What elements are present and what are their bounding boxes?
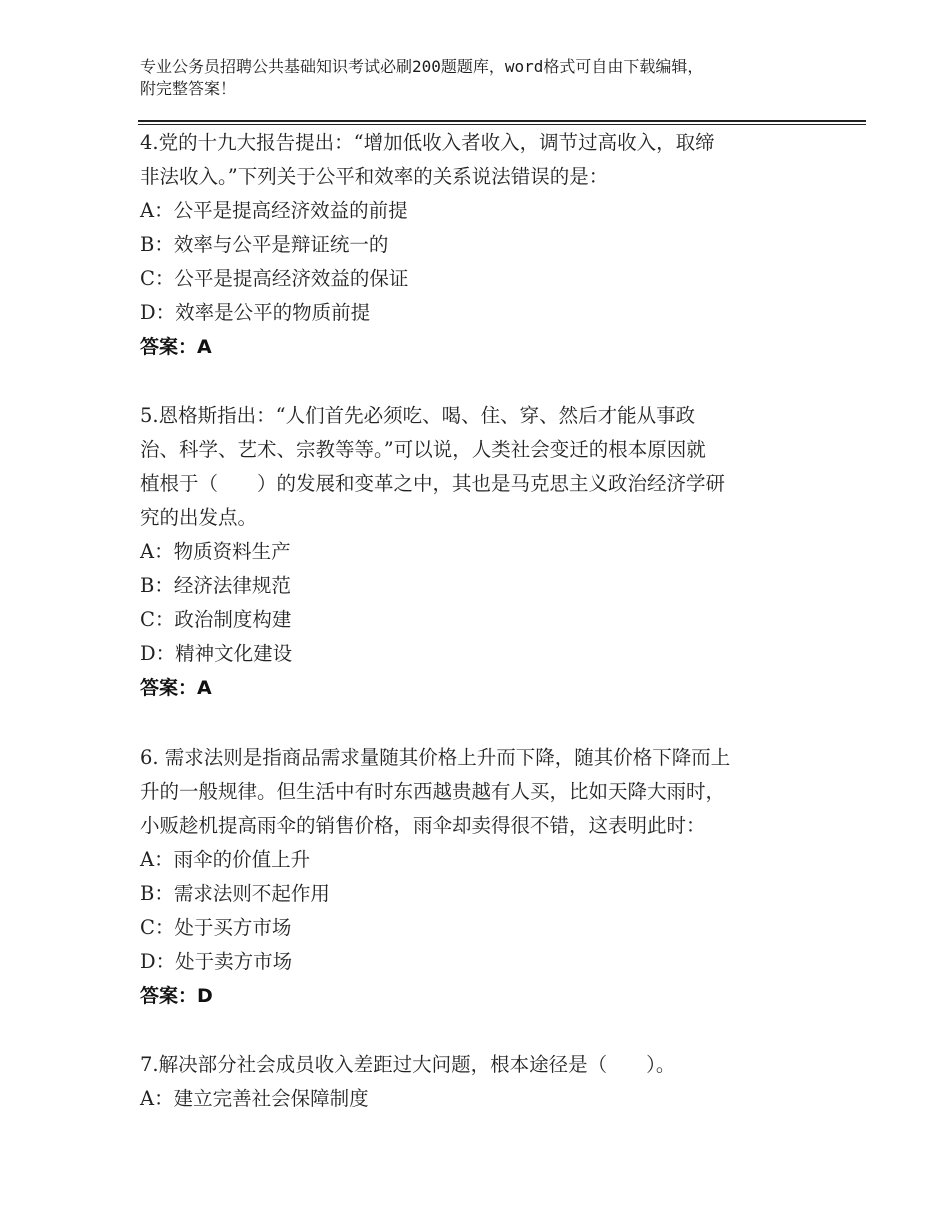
option-c: C：政治制度构建 <box>140 608 292 631</box>
option-c: C：公平是提高经济效益的保证 <box>140 267 409 290</box>
question-stem-line: 非法收入。”下列关于公平和效率的关系说法错误的是： <box>140 165 609 188</box>
document-header <box>140 56 840 100</box>
option-b: B：需求法则不起作用 <box>140 882 330 905</box>
question-stem-line: 7.解决部分社会成员收入差距过大问题，根本途径是（ ）。 <box>140 1053 676 1076</box>
option-a: A：公平是提高经济效益的前提 <box>140 199 408 222</box>
question-block <box>140 126 820 364</box>
option-b: B：效率与公平是辩证统一的 <box>140 233 389 256</box>
option-a: A：物质资料生产 <box>140 540 291 563</box>
question-stem-line: 植根于（ ）的发展和变革之中，其也是马克思主义政治经济学研 <box>140 472 726 495</box>
question-stem-line: 小贩趁机提高雨伞的销售价格，雨伞却卖得很不错，这表明此时： <box>140 814 706 837</box>
question-stem-line: 4.党的十九大报告提出：“增加低收入者收入，调节过高收入，取缔 <box>140 131 715 154</box>
option-a: A：雨伞的价值上升 <box>140 848 311 871</box>
option-b: B：经济法律规范 <box>140 574 291 597</box>
option-d: D：效率是公平的物质前提 <box>140 301 371 324</box>
question-stem-line: 治、科学、艺术、宗教等等。”可以说，人类社会变迁的根本原因就 <box>140 438 706 461</box>
option-c: C：处于买方市场 <box>140 916 292 939</box>
answer-line: 答案：A <box>140 677 212 699</box>
header-line: 专业公务员招聘公共基础知识考试必刷200题题库，word格式可自由下载编辑， <box>140 57 704 76</box>
option-d: D：精神文化建设 <box>140 642 293 665</box>
option-d: D：处于卖方市场 <box>140 950 293 973</box>
question-stem-line: 6. 需求法则是指商品需求量随其价格上升而下降，随其价格下降而上 <box>140 746 731 769</box>
question-stem-line: 升的一般规律。但生活中有时东西越贵越有人买，比如天降大雨时， <box>140 780 726 803</box>
question-block <box>140 1048 820 1116</box>
header-divider <box>138 120 866 125</box>
question-block <box>140 399 820 705</box>
answer-line: 答案：A <box>140 336 212 358</box>
option-a: A：建立完善社会保障制度 <box>140 1087 369 1110</box>
question-block <box>140 741 820 1013</box>
header-line: 附完整答案！ <box>140 79 237 98</box>
answer-line: 答案：D <box>140 985 213 1007</box>
question-stem-line: 究的出发点。 <box>140 506 258 529</box>
question-stem-line: 5.恩格斯指出：“人们首先必须吃、喝、住、穿、然后才能从事政 <box>140 404 696 427</box>
